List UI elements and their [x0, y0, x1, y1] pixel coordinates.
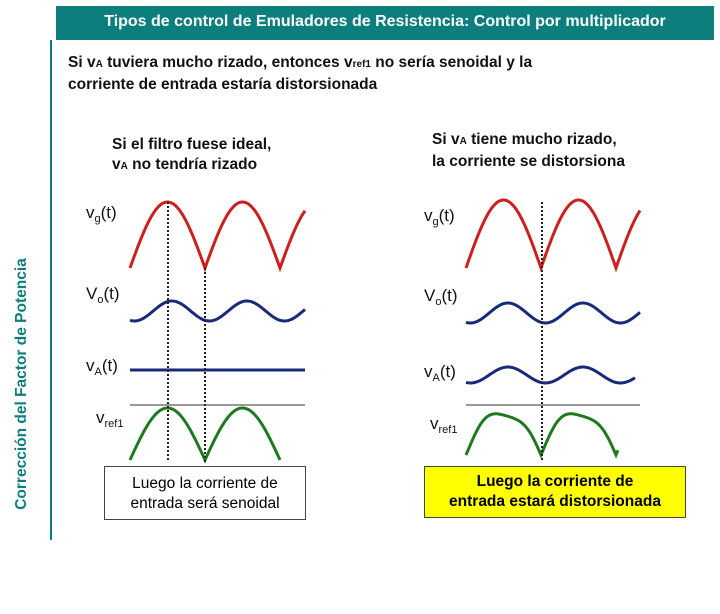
left-note-line2a: v [112, 156, 121, 173]
right-box-line2: entrada estará distorsionada [449, 493, 661, 510]
vg-left-wave [130, 202, 305, 268]
intro-part1: Si v [68, 54, 96, 71]
right-box-line1: Luego la corriente de [476, 473, 634, 490]
waveform-layer [130, 200, 640, 462]
vo-left-wave [130, 301, 305, 321]
label-vo-left: $V_o(t)$ [86, 284, 120, 306]
right-note-line2: la corriente se distorsiona [432, 153, 625, 170]
label-vg-right: $v_g(t)$ [424, 206, 455, 228]
vo-right-wave [466, 303, 640, 323]
right-note-line1a: Si v [432, 131, 460, 148]
right-note-line1b: tiene mucho rizado, [466, 131, 617, 148]
right-note-sub: A [459, 136, 467, 147]
label-vg-left: $v_g(t)$ [86, 203, 117, 225]
label-vo-right: $V_o(t)$ [424, 286, 458, 308]
left-note-line1: Si el filtro fuese ideal, [112, 136, 272, 153]
intro-sub2: ref1 [352, 59, 371, 70]
left-box-line1: Luego la corriente de [132, 475, 278, 492]
intro-part3: no sería senoidal y la [370, 54, 533, 71]
left-box-line2: entrada será senoidal [130, 495, 280, 512]
vg-right-wave [466, 200, 640, 268]
intro-sub1: A [95, 59, 103, 70]
page-title: Tipos de control de Emuladores de Resistencia: Control por multiplicador [104, 13, 666, 30]
left-conclusion-box [104, 466, 306, 520]
sidebar-label: Corrección del Factor de Potencia [13, 258, 30, 510]
label-va-left: $v_A(t)$ [86, 356, 118, 378]
label-vref-right: $v_{ref1}$ [430, 414, 458, 436]
intro-line2: corriente de entrada estaría distorsionada [68, 76, 378, 93]
label-va-right: $v_A(t)$ [424, 362, 456, 384]
left-note-sub: A [120, 161, 128, 172]
label-vref-left: $v_{ref1}$ [96, 408, 124, 430]
right-conclusion-box [424, 466, 686, 518]
va-right-wave [466, 367, 635, 383]
left-note-line2b: no tendría rizado [127, 156, 258, 173]
intro-part2: tuviera mucho rizado, entonces v [102, 54, 353, 71]
